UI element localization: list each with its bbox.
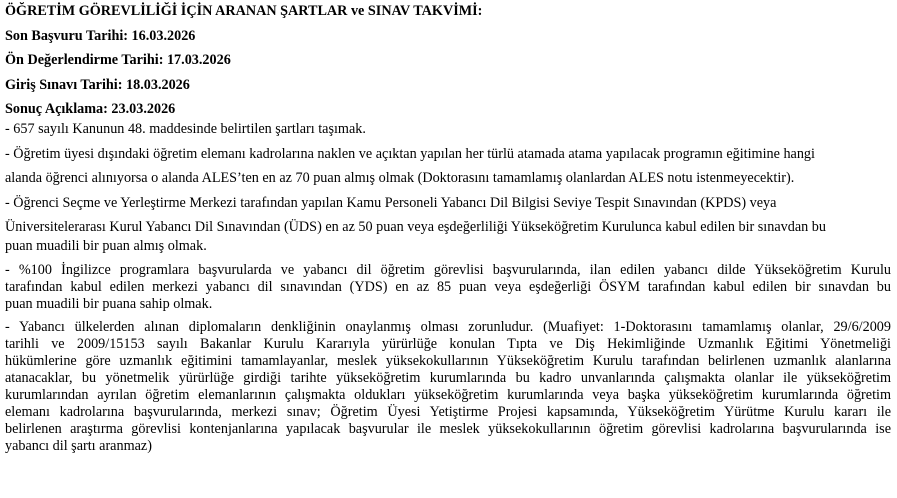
requirement-line: alanda öğrenci alınıyorsa o alanda ALES’ten en az 70 puan almış olmak (Doktorasını tamamlamış olanlardan ALES notu istenmeyecektir). bbox=[5, 170, 795, 186]
requirement-line: - Yabancı ülkelerden alınan diplomaların denkliğinin onaylanmış olması zorunludur. (Muafiyet: 1-Doktorasını tamamlamış olanlar, 29/6/2009 bbox=[5, 318, 891, 335]
requirement-line: yabancı dil şartı aranmaz) bbox=[5, 437, 152, 454]
entrance-exam-date: Giriş Sınavı Tarihi: 18.03.2026 bbox=[5, 76, 190, 93]
requirement-line: belirlenen araştırma görevlisi kontenjanlarına yapılacak başvurular ile meslek yüksekokullarının öğretim görevlisi kadrolarına başvurularında ise bbox=[5, 420, 891, 437]
requirement-line: - %100 İngilizce programlara başvurularda ve yabancı dil öğretim görevlisi başvurularında, ilan edilen yabancı dilde Yükseköğretim Kurulu bbox=[5, 261, 891, 278]
requirement-1 bbox=[5, 121, 891, 137]
requirement-4 bbox=[5, 262, 891, 312]
results-date: Sonuç Açıklama: 23.03.2026 bbox=[5, 101, 176, 117]
requirement-5 bbox=[5, 319, 891, 454]
requirement-line: - Öğretim üyesi dışındaki öğretim elemanı kadrolarına naklen ve açıktan yapılan her türlü atamada atama yapılacak programın eğitimine hangi bbox=[5, 145, 815, 162]
requirement-line: - 657 sayılı Kanunun 48. maddesinde belirtilen şartları taşımak. bbox=[5, 121, 366, 137]
requirement-3 bbox=[5, 195, 891, 255]
requirement-line: hükümlerine göre uzmanlık eğitimini tamamlayanlar, meslek yüksekokullarının Yükseköğretim Kurulu tarafından belirlenen uzmanlık alanlarına bbox=[5, 352, 891, 369]
pre-evaluation-date: Ön Değerlendirme Tarihi: 17.03.2026 bbox=[5, 52, 231, 68]
requirement-line: elemanı kadrolarına başvurularında, merkezi sınav; Öğretim Üyesi Yetiştirme Projesi kapsamında, Yükseköğretim Yürütme Kurulu kararı ile bbox=[5, 403, 891, 420]
requirement-line: tarafından kabul edilen merkezi yabancı dil sınavından (YDS) en az 85 puan veya eşdeğerliği ÖSYM tarafından kabul edilen bir sınavdan bu bbox=[5, 278, 891, 295]
requirement-line: puan muadili bir puana sahip olmak. bbox=[5, 295, 213, 312]
requirement-line: puan muadili bir puan almış olmak. bbox=[5, 238, 207, 254]
deadline-date: Son Başvuru Tarihi: 16.03.2026 bbox=[5, 27, 196, 44]
requirement-2 bbox=[5, 146, 891, 187]
requirement-line: - Öğrenci Seçme ve Yerleştirme Merkezi tarafından yapılan Kamu Personeli Yabancı Dil Bilgisi Seviye Tespit Sınavından (KPDS) veya bbox=[5, 194, 777, 211]
requirement-line: kurumlarından ayrılan öğretim elemanlarının çalışmakta oldukları yükseköğretim kurumlarında veya başka yükseköğretim kurumlarında öğretim bbox=[5, 386, 891, 403]
requirement-line: Üniversitelerarası Kurul Yabancı Dil Sınavından (ÜDS) en az 50 puan veya eşdeğerliliği Yükseköğretim Kurulunca kabul edilen bir sınavdan bu bbox=[5, 219, 826, 235]
requirement-line: atanacaklar, bu yönetmelik yürürlüğe girdiği tarihte yükseköğretim kurumlarında bu kadro unvanlarında çalışmakta olanlar ile yükseköğretim bbox=[5, 369, 891, 386]
requirement-line: tarihli ve 2009/15153 sayılı Bakanlar Kurulu Kararıyla yürürlüğe konulan Tıpta ve Diş Hekimliğinde Uzmanlık Eğitimi Yönetmeliği bbox=[5, 335, 891, 352]
document-title: ÖĞRETİM GÖREVLİLİĞİ İÇİN ARANAN ŞARTLAR ve SINAV TAKVİMİ: bbox=[5, 3, 483, 19]
